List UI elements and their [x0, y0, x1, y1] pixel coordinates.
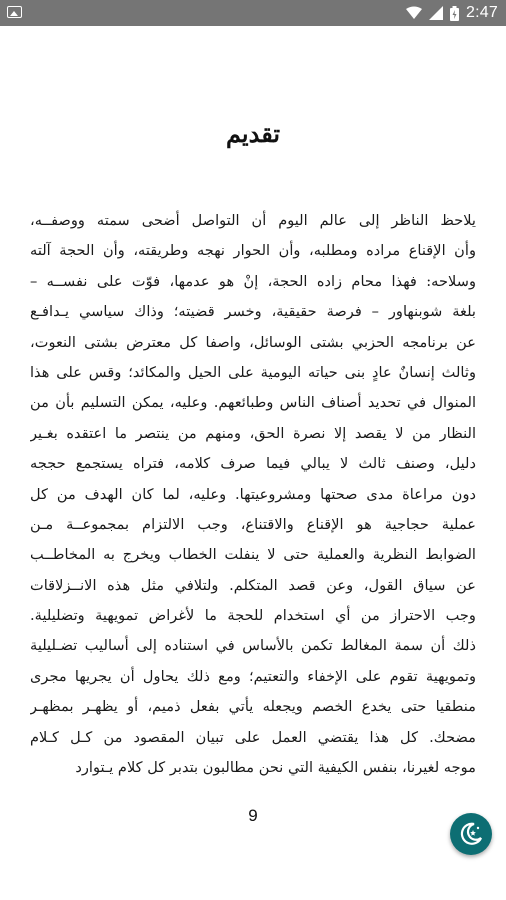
text-line: وأن الإقناع مراده ومطلبه، وأن الحوار نهجه وطريقته، وأن الحجة آلته — [30, 242, 476, 260]
text-line: وثالث إنسانٌ عادٍ بنى حياته اليومية على الحيل والمكائد؛ وقس على هذا — [30, 363, 476, 381]
status-time: 2:47 — [466, 4, 498, 21]
status-bar — [0, 0, 506, 26]
text-line: المنوال في تحديد أصناف الناس وطبائعهم. وعليه، يمكن التسليم بأن من — [30, 394, 476, 412]
text-line: عن برنامجه الحزبي بشتى الوسائل، واصفا كل معترض بشتى النعوت، — [30, 333, 476, 351]
text-line: دون مراعاة مدى صحتها ومشروعيتها. وعليه، لما كان الهدف من كل — [30, 485, 476, 503]
page-number: 9 — [248, 806, 258, 825]
night-mode-button[interactable] — [450, 813, 492, 855]
text-line: ذلك أن سمة المغالط تكمن بالأساس في استناده إلى أساليب تضـليلية — [30, 637, 476, 655]
text-line: عملية حجاجية هو الإقناع والاقتناع، وجب الالتزام بمجموعــة مـن — [30, 515, 476, 533]
text-line: دليل، وصنف ثالث لا يبالي فيما صرف كلامه، فتراه يستجمع حججه — [30, 455, 476, 473]
battery-icon — [450, 6, 459, 21]
status-icons — [406, 0, 498, 26]
image-notification-icon — [7, 6, 22, 18]
signal-icon — [429, 6, 443, 20]
text-line: مضحك. كل هذا يقتضي العمل على تبيان المقصود من كـل كـلام — [30, 728, 476, 746]
text-line: الضوابط النظرية والعملية حتى لا ينفلت الخطاب ويخرج به المخاطــب — [30, 546, 476, 564]
text-line: وتمويهية تقوم على الإخفاء والتعتيم؛ ومع ذلك يحاول أن يجريها مجرى — [30, 667, 476, 685]
text-line: وجب الاحتراز من أي استخدام للحجة ما لأغراض تمويهية وتضليلية. — [30, 607, 476, 625]
wifi-icon — [406, 6, 422, 20]
text-line: موجه لغيرنا، بنفس الكيفية التي نحن مطالبون بتدبر كل كلام يـتوارد — [75, 759, 476, 777]
text-line: يلاحظ الناظر إلى عالم اليوم أن التواصل أضحى سمته ووصفــه، — [30, 212, 476, 229]
page-title: تقديم — [225, 119, 281, 148]
text-line: بلغة شوبنهاور – فرصة حقيقية، وخسر قضيته؛ وذاك سياسي يـدافـع — [30, 303, 476, 321]
page-body-text — [30, 206, 476, 783]
text-line: وسلاحه: فهذا محام زاده الحجة، إنْ هو عدمها، فوّت على نفســه – — [30, 272, 476, 290]
text-line: منطقيا حتى يخدع الخصم ويجعله يأتي بفعل ذميم، أو يظهـر بمظهـر — [30, 698, 476, 716]
text-line: النظار من لا يقصد إلا نصرة الحق، ومنهم من ينتصر ما اعتقده بغـير — [30, 424, 476, 442]
text-line: عن سياق القول، وعن قصد المتكلم. ولتلافي مثل هذه الانــزلاقات — [30, 576, 476, 594]
moon-stars-icon — [458, 821, 484, 847]
book-page[interactable] — [0, 26, 506, 900]
